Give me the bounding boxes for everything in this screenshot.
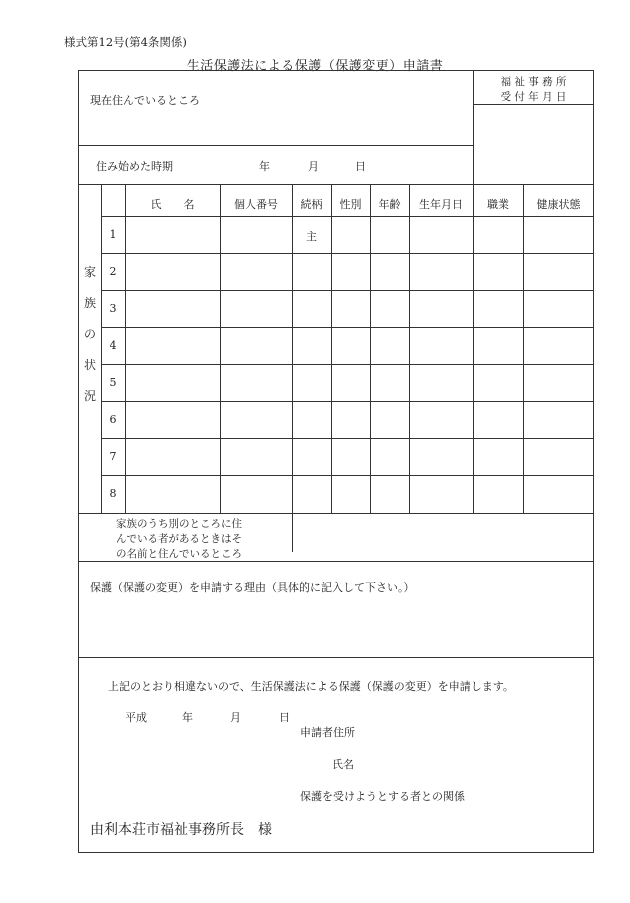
col-health: 健康状態 — [536, 198, 581, 211]
col-occupation: 職業 — [487, 198, 509, 211]
col-personal-number: 個人番号 — [234, 198, 278, 211]
row-number: 6 — [109, 413, 117, 426]
relationship-label: 保護を受けようとする者との関係 — [300, 790, 465, 803]
row-number: 4 — [109, 339, 117, 352]
since-month-label: 月 — [308, 160, 319, 173]
sign-day-label: 日 — [279, 711, 290, 724]
applicant-name-label: 氏名 — [332, 758, 354, 771]
form-number: 様式第12号(第4条関係) — [64, 35, 187, 49]
form-title: 生活保護法による保護（保護変更）申請書 — [186, 59, 444, 74]
row-number: 8 — [109, 487, 117, 500]
family-label-4: 状 — [83, 358, 96, 372]
current-address-label: 現在住んでいるところ — [90, 94, 200, 107]
col-name: 氏 名 — [150, 198, 195, 211]
row-number: 1 — [109, 228, 117, 241]
col-age: 年齢 — [378, 198, 401, 211]
col-relation: 続柄 — [300, 198, 323, 211]
applicant-address-label: 申請者住所 — [300, 726, 355, 739]
since-day-label: 日 — [355, 160, 366, 173]
row-number: 3 — [109, 302, 117, 315]
separate-living-line-3: の名前と住んでいるところ — [116, 548, 242, 560]
family-label-5: 況 — [83, 389, 96, 403]
separate-living-line-2: んでいる者があるときはそ — [116, 533, 242, 545]
reception-label-1: 福 祉 事 務 所 — [500, 76, 567, 88]
family-label-2: 族 — [83, 296, 96, 310]
row-number: 5 — [109, 376, 117, 389]
since-year-label: 年 — [259, 160, 270, 173]
residence-since-label: 住み始めた時期 — [96, 160, 173, 173]
separate-living-line-1: 家族のうち別のところに住 — [116, 518, 242, 530]
col-sex: 性別 — [339, 198, 362, 211]
family-label-1: 家 — [83, 265, 96, 279]
reception-label-2: 受 付 年 月 日 — [500, 91, 567, 103]
sign-month-label: 月 — [230, 711, 241, 724]
row-relation: 主 — [306, 230, 317, 243]
col-birthdate: 生年月日 — [419, 198, 463, 211]
addressee: 由利本荘市福祉事務所長 様 — [90, 822, 272, 838]
row-number: 7 — [109, 450, 117, 463]
form-frame — [78, 70, 594, 853]
row-number: 2 — [109, 265, 117, 278]
family-label-3: の — [83, 327, 96, 341]
reason-label: 保護（保護の変更）を申請する理由（具体的に記入して下さい。） — [90, 581, 415, 594]
sign-year-label: 年 — [182, 711, 193, 724]
era-label: 平成 — [125, 711, 147, 724]
declaration-text: 上記のとおり相違ないので、生活保護法による保護（保護の変更）を申請します。 — [108, 680, 514, 693]
